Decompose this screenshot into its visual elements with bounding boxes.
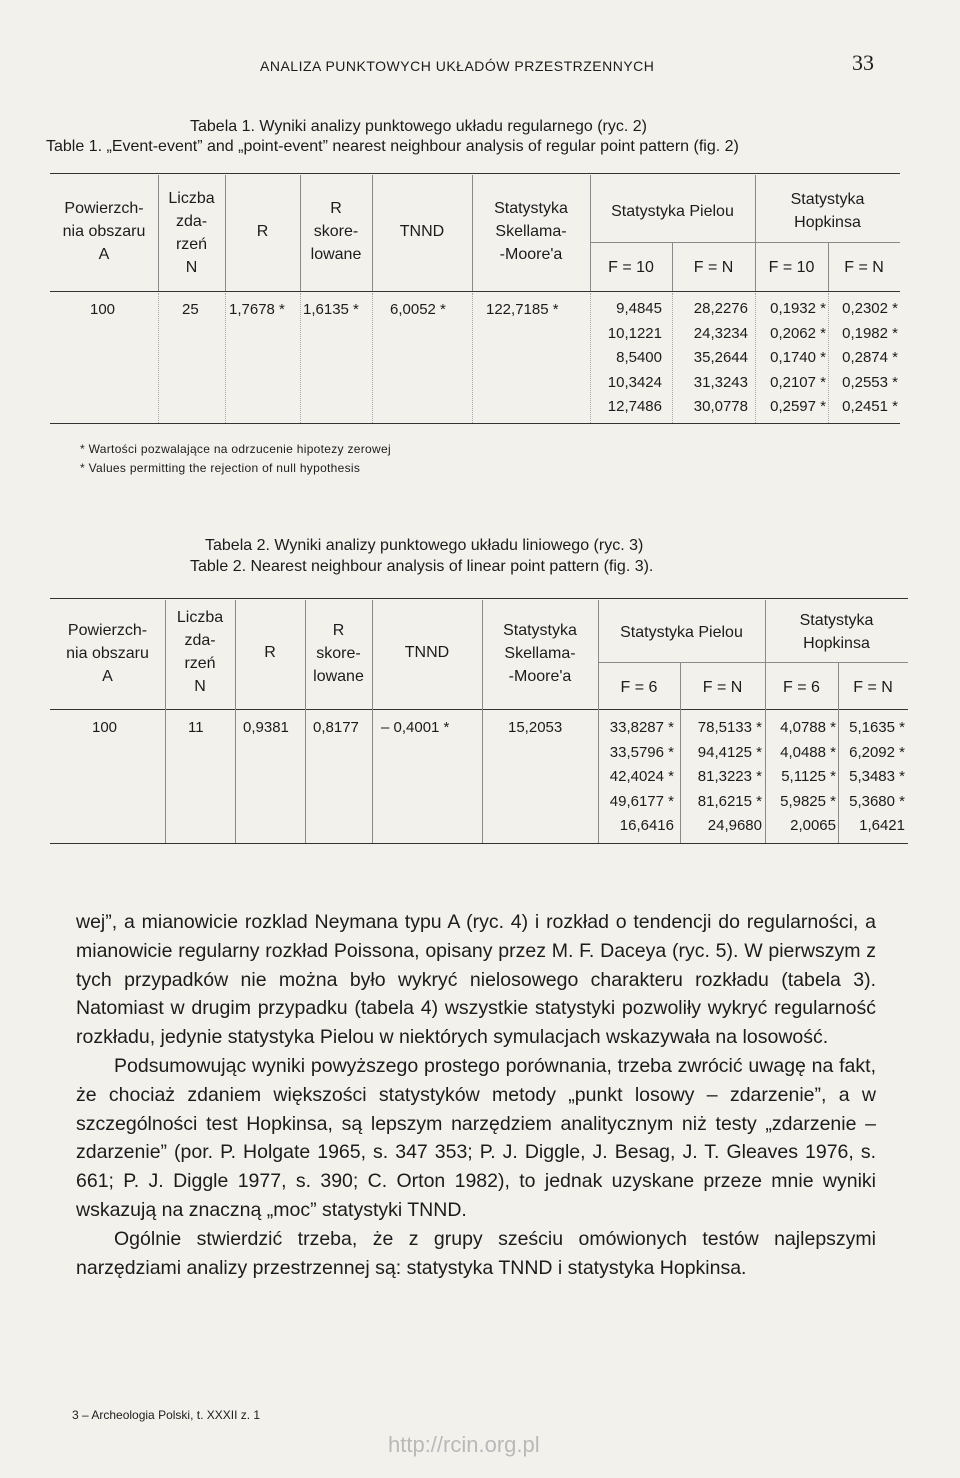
- table2-cell-r: 0,9381: [243, 719, 289, 736]
- table2-sub-header: F = 6: [783, 679, 820, 696]
- body-paragraph: Podsumowując wyniki powyższego prostego porównania, trzeba zwrócić uwagę na fakt, że chociaż zdaniem większości statystyków metody „punkt losowy – zdarzenie”, a w szczególności test Hopkinsa, są lepszym narzędziem analitycznym niż testy „zdarzenie – zdarzenie” (por. P. Holgate 1965, s. 347 353; P. J. Diggle, J. Besag, J. T. Gleaves 1976, s. 661; P. J. Diggle 1977, s. 390; C. Orton 1982), to jednak uzyskane przeze mnie wyniki wskazują na znaczną „moc” statystyki TNND.: [76, 1054, 876, 1221]
- table1-sub-header: F = 10: [608, 259, 654, 276]
- table2-col-hopkins-f6: 4,0788 * 4,0488 * 5,1125 * 5,9825 * 2,0065: [780, 719, 836, 834]
- table1-header-r-corrected: R skore- lowane: [310, 200, 362, 263]
- table1-note-pl: * Wartości pozwalające na odrzucenie hipotezy zerowej: [80, 442, 391, 456]
- table2-sub-header: F = 6: [620, 679, 658, 696]
- table1-cell-r: 1,7678 *: [229, 301, 285, 318]
- table1-header-tnnd: TNND: [399, 223, 445, 240]
- table1-header-count: Liczba zda- rzeń N: [168, 190, 215, 276]
- table1-body-divider: [158, 293, 159, 423]
- table1-bottom-rule: [50, 423, 900, 424]
- table1-body-divider: [300, 293, 301, 423]
- table1-body-divider: [590, 293, 591, 423]
- table1-sub-header: F = N: [844, 259, 884, 276]
- table2-header-r-corrected: R skore- lowane: [313, 622, 364, 685]
- table2-col-pielou-f6: 33,8287 * 33,5796 * 42,4024 * 49,6177 * 16,6416: [609, 719, 674, 834]
- table2-col-hopkins-fn: 5,1635 * 6,2092 * 5,3483 * 5,3680 * 1,6421: [849, 719, 905, 834]
- table1-sub-header: F = 10: [768, 259, 815, 276]
- table2-cell-tnnd: – 0,4001 *: [381, 719, 450, 736]
- table1-sub-rule: [590, 242, 900, 243]
- table1-header-area: Powierzch- nia obszaru A: [62, 200, 146, 263]
- table1-sub-header: F = N: [693, 259, 734, 276]
- table2-cell-skellam: 15,2053: [508, 719, 563, 736]
- table2-col-divider: [372, 600, 373, 843]
- table1-cell-r-corrected: 1,6135 *: [303, 301, 359, 318]
- table2-sub-header: F = N: [702, 679, 743, 696]
- table2-header-tnnd: TNND: [404, 644, 450, 661]
- table1-note-en: * Values permitting the rejection of null hypothesis: [80, 461, 361, 475]
- table2-cell-n: 11: [188, 719, 204, 736]
- table2-cell-r-corrected: 0,8177: [313, 719, 359, 736]
- table1-caption-en: Table 1. „Event-event” and „point-event” nearest neighbour analysis of regular point pattern (fig. 2): [46, 138, 739, 155]
- table2-sub-header: F = N: [853, 679, 893, 696]
- table1-col-pielou-fn: 28,2276 24,3234 35,2644 31,3243 30,0778: [693, 300, 748, 415]
- table2-header-hopkins: Statystyka Hopkinsa: [799, 612, 874, 652]
- table1-col-pielou-f10: 9,4845 10,1221 8,5400 10,3424 12,7486: [607, 300, 662, 415]
- table2-top-rule: [50, 598, 908, 599]
- table2-sub-rule: [598, 662, 908, 663]
- table2-header-skellam: Statystyka Skellama- -Moore'a: [503, 622, 577, 685]
- table1-body-divider: [672, 293, 673, 423]
- body-text: [76, 908, 876, 1282]
- table1-cell-tnnd: 6,0052 *: [390, 301, 446, 318]
- footer-note: 3 – Archeologia Polski, t. XXXII z. 1: [72, 1408, 261, 1422]
- table1-header-hopkins: Statystyka Hopkinsa: [790, 191, 865, 231]
- table1-body-divider: [755, 293, 756, 423]
- table1-body-divider: [472, 293, 473, 423]
- table2-header-area: Powierzch- nia obszaru A: [66, 622, 149, 685]
- table2-col-divider: [235, 600, 236, 843]
- table2-col-pielou-fn: 78,5133 * 94,4125 * 81,3223 * 81,6215 * 24,9680: [697, 719, 762, 834]
- table1-header-skellam: Statystyka Skellama- -Moore'a: [494, 200, 568, 263]
- table1-cell-n: 25: [182, 301, 199, 318]
- table1-header-rule: [50, 291, 900, 292]
- watermark: http://rcin.org.pl: [388, 1432, 540, 1457]
- table1-top-rule: [50, 173, 900, 174]
- table1-body-divider: [225, 293, 226, 423]
- table2-header-pielou: Statystyka Pielou: [620, 624, 743, 641]
- table1-header-r: R: [256, 223, 269, 240]
- table1-cell-area: 100: [90, 301, 116, 318]
- table2-bottom-rule: [50, 843, 908, 844]
- table1-caption-pl: Tabela 1. Wyniki analizy punktowego układu regularnego (ryc. 2): [190, 118, 647, 135]
- body-paragraph: Ogólnie stwierdzić trzeba, że z grupy sześciu omówionych testów najlepszymi narzędziami analizy przestrzennej są: statystyka TNND i statystyka Hopkinsa.: [76, 1227, 876, 1279]
- table2-header-count: Liczba zda- rzeń N: [176, 609, 224, 695]
- running-head: ANALIZA PUNKTOWYCH UKŁADÓW PRZESTRZENNYCH: [260, 58, 655, 74]
- table1-body-divider: [372, 293, 373, 423]
- table2-cell-area: 100: [92, 719, 118, 736]
- table2-header-rule: [50, 709, 908, 710]
- table1-cell-skellam: 122,7185 *: [486, 301, 559, 318]
- page-number: 33: [852, 50, 874, 75]
- table2-caption-en: Table 2. Nearest neighbour analysis of linear point pattern (fig. 3).: [190, 558, 654, 575]
- table2-header-r: R: [264, 644, 276, 661]
- table1-col-hopkins-fn: 0,2302 * 0,1982 * 0,2874 * 0,2553 * 0,2451 *: [842, 300, 898, 415]
- table1-col-hopkins-f10: 0,1932 * 0,2062 * 0,1740 * 0,2107 * 0,2597 *: [770, 300, 826, 415]
- table2-caption-pl: Tabela 2. Wyniki analizy punktowego układu liniowego (ryc. 3): [205, 537, 644, 554]
- body-paragraph: wej”, a mianowicie rozklad Neymana typu A (ryc. 4) i rozkład o tendencji do regularności, a mianowicie regularny rozkład Poissona, opisany przez M. F. Daceya (ryc. 5). W pierwszym z tych przypadków nie można było wykryć nielosowego charakteru rozkładu (tabela 3). Natomiast w drugim przypadku (tabela 4) wszystkie statystyki pozwoliły wykryć regularność rozkładu, jedynie statystyka Pielou w niektórych symulacjach wskazywała na losowość.: [76, 911, 876, 1049]
- table1-header-pielou: Statystyka Pielou: [611, 203, 734, 220]
